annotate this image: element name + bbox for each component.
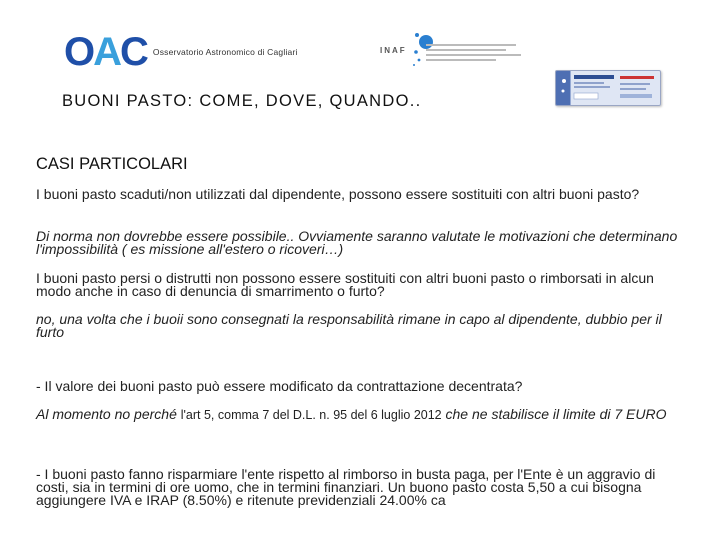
inaf-text: INAF: [380, 46, 407, 55]
answer-2: no, una volta che i buoii sono consegnati la responsabilità rimane in capo al dipendente, dubbio per il furto: [36, 311, 662, 340]
slide-content: [36, 155, 690, 508]
oac-name: Osservatorio Astronomico di Cagliari: [152, 47, 298, 57]
meal-ticket-image: [555, 70, 661, 106]
question-1: I buoni pasto scaduti/non utilizzati dal dipendente, possono essere sostituiti con altri buoni pasto?: [36, 186, 640, 202]
answer-3-post: che ne stabilisce il limite di 7 EURO: [441, 406, 667, 422]
oac-logo: [64, 30, 298, 74]
answer-3-pre: Al momento no perché: [36, 406, 181, 422]
oac-logo-letters: OAC: [64, 30, 147, 74]
law-reference: l'art 5, comma 7 del D.L. n. 95 del 6 luglio 2012: [180, 408, 442, 422]
section-heading: CASI PARTICOLARI: [36, 155, 188, 173]
question-2: I buoni pasto persi o distrutti non possono essere sostituiti con altri buoni pasto o rimborsati in alcun modo anche in caso di denuncia di smarrimento o furto?: [36, 270, 654, 299]
slide-title: BUONI PASTO: COME, DOVE, QUANDO..: [62, 92, 422, 110]
question-3: - Il valore dei buoni pasto può essere modificato da contrattazione decentrata?: [36, 378, 523, 394]
meal-ticket-graphic: [556, 71, 660, 105]
inaf-logo: [380, 30, 540, 70]
note-costs: - I buoni pasto fanno risparmiare l'ente rispetto al rimborso in busta paga, per l'Ente è un aggravio di costi, sia in termini di ore uomo, che in termini finanziari. Un buono pasto costa 5,50 a cui bisogna aggiungere IVA e IRAP (8.50%) e ritenute previdenziali 24.00% ca: [36, 466, 656, 508]
answer-1: Di norma non dovrebbe essere possibile.. Ovviamente saranno valutate le motivazioni che determinano l'impossibilità ( es missione all'estero o ricoveri…): [36, 228, 678, 257]
inaf-subtitle-lines: [426, 44, 526, 64]
answer-3: [36, 408, 667, 422]
